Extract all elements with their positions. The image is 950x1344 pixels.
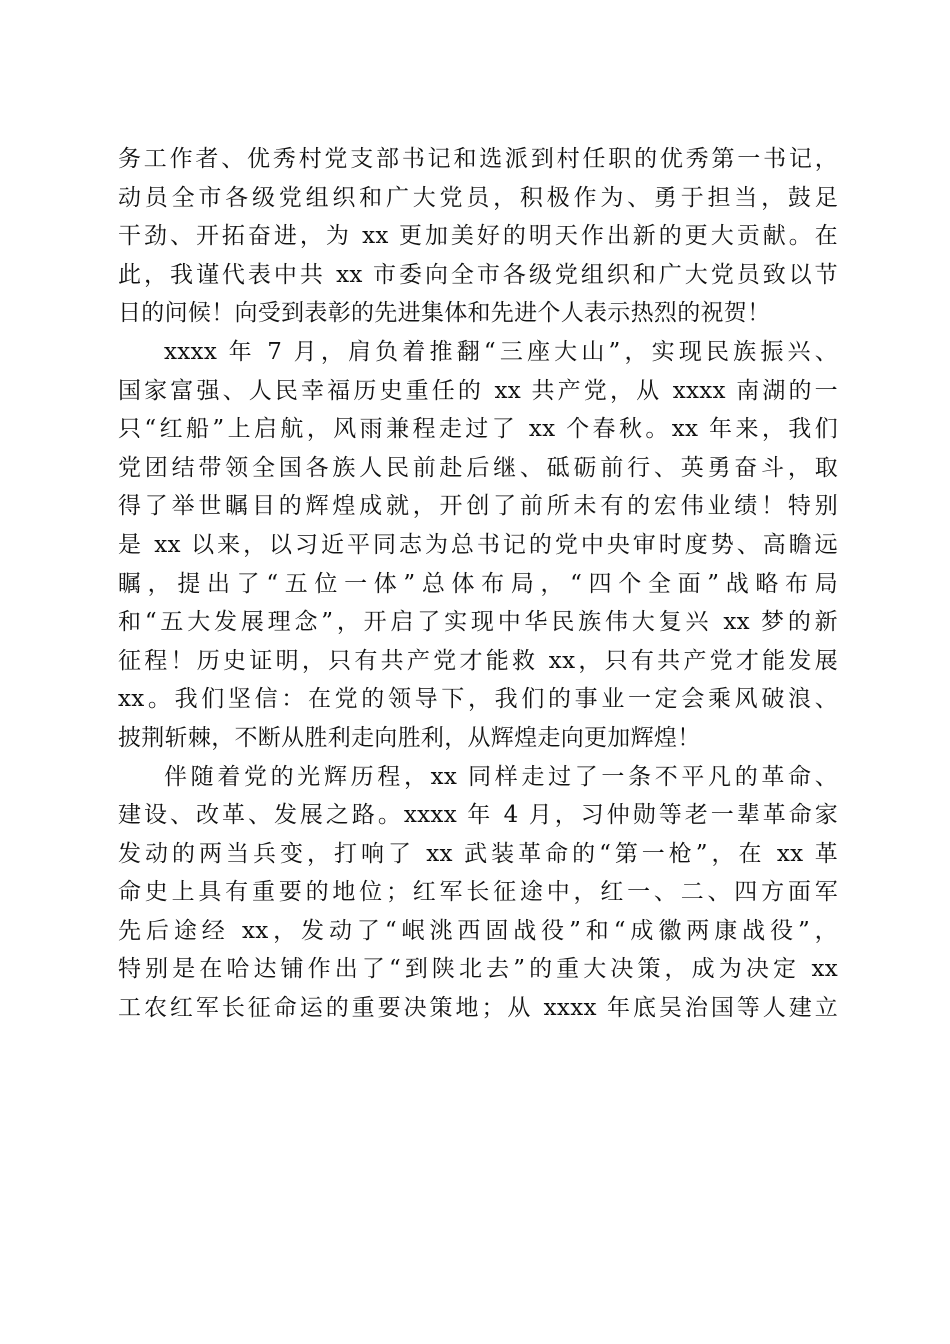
text-line: xx。我们坚信：在党的领导下，我们的事业一定会乘风破浪、 — [118, 686, 838, 713]
text-line: 日的问候！向受到表彰的先进集体和先进个人表示热烈的祝贺！ — [118, 300, 771, 327]
text-line: 只“红船”上启航，风雨兼程走过了 xx 个春秋。xx 年来，我们 — [118, 416, 838, 443]
text-line: 伴随着党的光辉历程，xx 同样走过了一条不平凡的革命、 — [164, 763, 838, 790]
text-line: 干劲、开拓奋进，为 xx 更加美好的明天作出新的更大贡献。在 — [118, 223, 838, 250]
text-line: 建设、改革、发展之路。xxxx 年 4 月，习仲勋等老一辈革命家 — [118, 802, 838, 829]
text-line: 发动的两当兵变，打响了 xx 武装革命的“第一枪”，在 xx 革 — [118, 840, 838, 867]
text-line: 动员全市各级党组织和广大党员，积极作为、勇于担当，鼓足 — [118, 184, 838, 211]
paragraph-3 — [118, 758, 838, 1028]
text-line: 国家富强、人民幸福历史重任的 xx 共产党，从 xxxx 南湖的一 — [118, 377, 838, 404]
text-line: 此，我谨代表中共 xx 市委向全市各级党组织和广大党员致以节 — [118, 261, 838, 288]
document-body — [118, 140, 838, 1028]
text-line: 得了举世瞩目的辉煌成就，开创了前所未有的宏伟业绩！特别 — [118, 493, 838, 520]
text-line: 工农红军长征命运的重要决策地；从 xxxx 年底吴治国等人建立 — [118, 995, 838, 1022]
text-line: 命史上具有重要的地位；红军长征途中，红一、二、四方面军 — [118, 879, 838, 906]
text-line: 务工作者、优秀村党支部书记和选派到村任职的优秀第一书记， — [118, 146, 838, 172]
text-line: 瞩，提出了“五位一体”总体布局，“四个全面”战略布局 — [118, 570, 838, 597]
text-line: 和“五大发展理念”，开启了实现中华民族伟大复兴 xx 梦的新 — [118, 609, 838, 636]
paragraph-1 — [118, 140, 838, 333]
paragraph-2 — [118, 333, 838, 758]
text-line: 征程！历史证明，只有共产党才能救 xx，只有共产党才能发展 — [118, 647, 838, 674]
text-line: 是 xx 以来，以习近平同志为总书记的党中央审时度势、高瞻远 — [118, 531, 838, 558]
text-line: 党团结带领全国各族人民前赴后继、砥砺前行、英勇奋斗，取 — [118, 454, 838, 481]
text-line: xxxx 年 7 月，肩负着推翻“三座大山”，实现民族振兴、 — [164, 338, 838, 365]
text-line: 披荆斩棘，不断从胜利走向胜利，从辉煌走向更加辉煌！ — [118, 724, 701, 751]
text-line: 特别是在哈达铺作出了“到陕北去”的重大决策，成为决定 xx — [118, 956, 838, 983]
text-line: 先后途经 xx，发动了“岷洮西固战役”和“成徽两康战役”， — [118, 917, 838, 944]
